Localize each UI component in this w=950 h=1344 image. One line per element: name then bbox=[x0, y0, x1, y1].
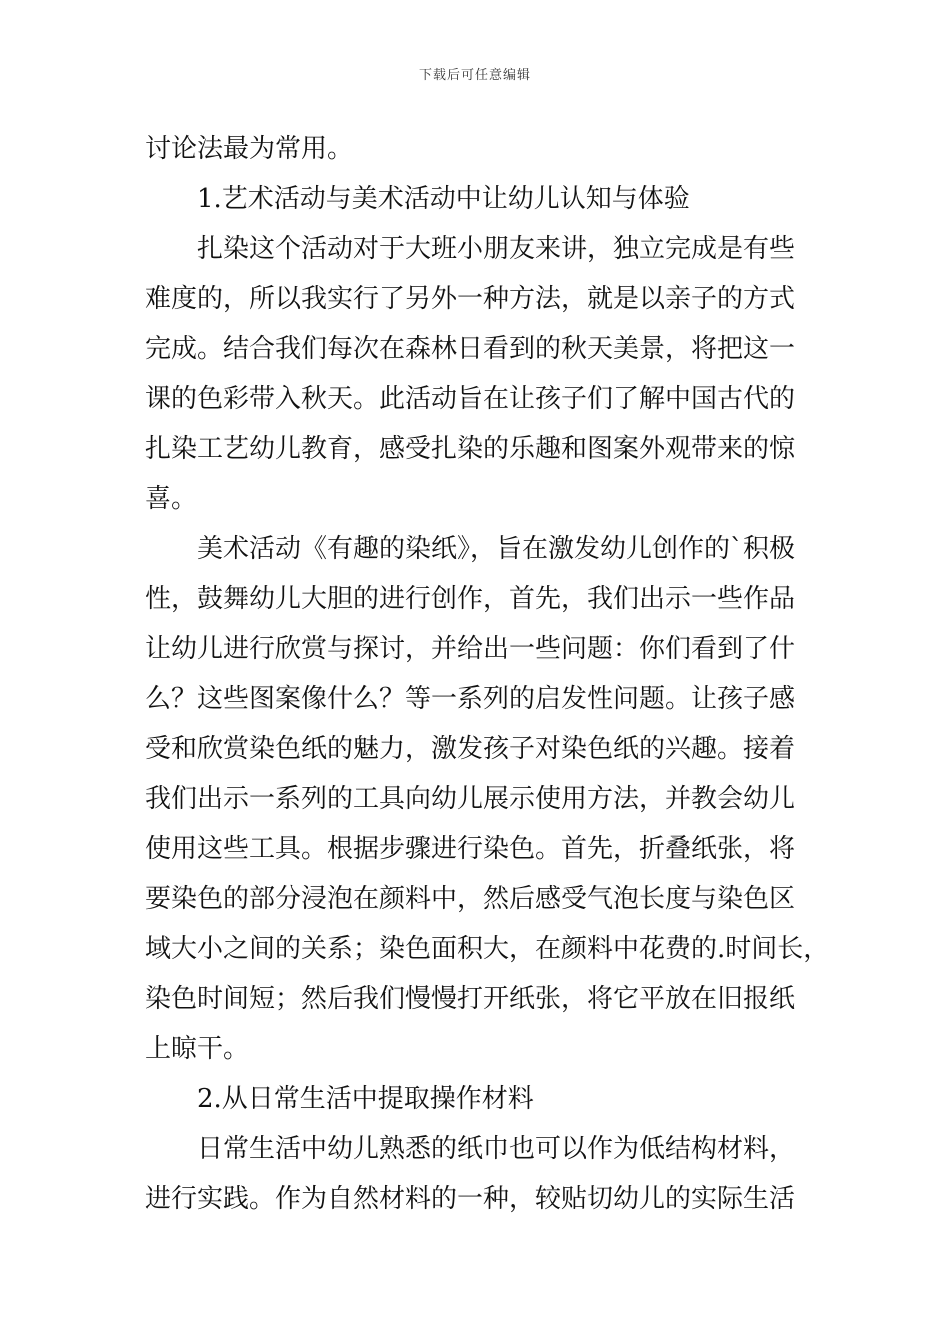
text-line: 使用这些工具。根据步骤进行染色。首先，折叠纸张，将 bbox=[145, 834, 796, 864]
text-line: 日常生活中幼儿熟悉的纸巾也可以作为低结构材料， bbox=[197, 1134, 796, 1164]
text-line: 难度的，所以我实行了另外一种方法，就是以亲子的方式 bbox=[145, 284, 796, 314]
text-line: 要染色的部分浸泡在颜料中，然后感受气泡长度与染色区 bbox=[145, 884, 796, 914]
text-line: 完成。结合我们每次在森林日看到的秋天美景，将把这一 bbox=[145, 334, 796, 364]
text-line: 上晾干。 bbox=[145, 1034, 250, 1064]
section-heading: 2.从日常生活中提取操作材料 bbox=[197, 1084, 534, 1114]
text-line: 课的色彩带入秋天。此活动旨在让孩子们了解中国古代的 bbox=[145, 384, 796, 414]
page-header: 下载后可任意编辑 bbox=[418, 68, 531, 83]
text-line: 我们出示一系列的工具向幼儿展示使用方法，并教会幼儿 bbox=[145, 784, 796, 814]
text-line: 域大小之间的关系；染色面积大，在颜料中花费的.时间长， bbox=[145, 934, 830, 964]
text-line: 性，鼓舞幼儿大胆的进行创作，首先，我们出示一些作品 bbox=[145, 584, 796, 614]
text-line: 受和欣赏染色纸的魅力，激发孩子对染色纸的兴趣。接着 bbox=[145, 734, 796, 764]
document-body bbox=[145, 124, 830, 1224]
text-line: 讨论法最为常用。 bbox=[145, 134, 354, 164]
text-line: 么？这些图案像什么？等一系列的启发性问题。让孩子感 bbox=[145, 684, 796, 714]
section-heading: 1.艺术活动与美术活动中让幼儿认知与体验 bbox=[197, 184, 690, 214]
text-line: 让幼儿进行欣赏与探讨，并给出一些问题：你们看到了什 bbox=[145, 634, 796, 664]
text-line: 美术活动《有趣的染纸》，旨在激发幼儿创作的`积极 bbox=[197, 534, 796, 564]
text-line: 扎染工艺幼儿教育，感受扎染的乐趣和图案外观带来的惊 bbox=[145, 434, 796, 464]
text-line: 染色时间短；然后我们慢慢打开纸张，将它平放在旧报纸 bbox=[145, 984, 796, 1014]
text-line: 扎染这个活动对于大班小朋友来讲，独立完成是有些 bbox=[197, 234, 796, 264]
text-line: 喜。 bbox=[145, 484, 198, 514]
text-line: 进行实践。作为自然材料的一种，较贴切幼儿的实际生活 bbox=[145, 1184, 796, 1214]
